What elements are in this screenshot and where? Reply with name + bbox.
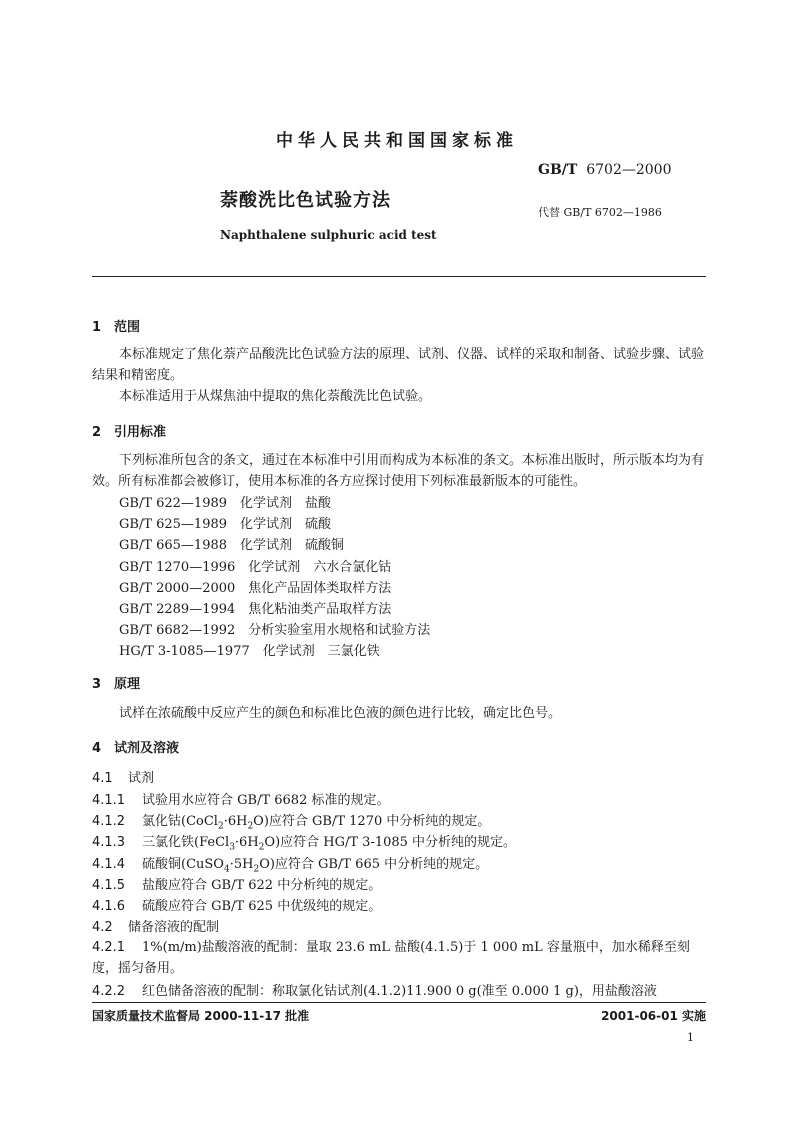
clause-number: 4.1.5 bbox=[92, 878, 126, 893]
clause-number: 4.1.2 bbox=[92, 814, 126, 829]
clause-text bbox=[142, 857, 489, 875]
clause-number: 4.1.1 bbox=[92, 793, 126, 808]
formula-subscript: 2 bbox=[253, 864, 260, 875]
replaces-note: 代替 GB/T 6702—1986 bbox=[538, 206, 662, 219]
document-title-cn: 萘酸洗比色试验方法 bbox=[220, 190, 391, 211]
formula-part: ·5H bbox=[229, 857, 254, 872]
clause-number: 4.2.2 bbox=[92, 984, 126, 999]
standard-number bbox=[538, 162, 672, 178]
formula-subscript: 3 bbox=[229, 842, 235, 853]
clause-item bbox=[92, 895, 381, 914]
clause-text: 试剂 bbox=[128, 771, 155, 786]
clause-number: 4.1.4 bbox=[92, 857, 126, 872]
section-heading-reagents: 4 试剂及溶液 bbox=[92, 741, 180, 756]
paragraph bbox=[92, 450, 706, 492]
page-number: 1 bbox=[687, 1031, 694, 1044]
clause-item bbox=[92, 916, 219, 935]
footer-divider bbox=[92, 1002, 706, 1003]
clause-text bbox=[142, 835, 517, 853]
clause-item bbox=[92, 874, 381, 893]
clause-item bbox=[92, 831, 516, 853]
clause-number: 4.1.3 bbox=[92, 835, 126, 850]
clause-number: 4.2.1 bbox=[92, 940, 126, 955]
reference-item: GB/T 622—1989 化学试剂 盐酸 bbox=[119, 496, 332, 511]
clause-number: 4.1.6 bbox=[92, 899, 126, 914]
formula-subscript: 2 bbox=[247, 821, 254, 832]
section-heading-scope: 1 范围 bbox=[92, 320, 141, 335]
formula-part: O)应符合 GB/T 1270 中分析纯的规定。 bbox=[253, 814, 491, 829]
standard-number-value: 6702—2000 bbox=[586, 162, 672, 178]
footer-issuer: 国家质量技术监督局 2000-11-17 批准 bbox=[92, 1009, 310, 1023]
formula-subscript: 2 bbox=[217, 821, 224, 832]
reference-item: HG/T 3-1085—1977 化学试剂 三氯化铁 bbox=[119, 644, 380, 659]
formula-part: O)应符合 HG/T 3-1085 中分析纯的规定。 bbox=[264, 835, 517, 850]
header-divider bbox=[92, 276, 706, 277]
formula-subscript: 4 bbox=[223, 864, 230, 875]
formula-part: ·6H bbox=[223, 814, 248, 829]
paragraph bbox=[92, 703, 706, 724]
document-title-en: Naphthalene sulphuric acid test bbox=[220, 228, 437, 242]
formula-part: 硫酸铜(CuSO bbox=[142, 857, 224, 872]
reference-item: GB/T 625—1989 化学试剂 硫酸 bbox=[119, 517, 332, 532]
national-standard-heading: 中华人民共和国国家标准 bbox=[276, 131, 518, 151]
clause-number: 4.2 bbox=[92, 920, 113, 935]
footer-effective-date: 2001-06-01 实施 bbox=[601, 1009, 706, 1023]
formula-part: 氯化钴(CoCl bbox=[142, 814, 218, 829]
formula-part: O)应符合 GB/T 665 中分析纯的规定。 bbox=[259, 857, 489, 872]
clause-text: 1%(m/m)盐酸溶液的配制：量取 23.6 mL 盐酸(4.1.5)于 1 000 mL 容量瓶中，加水稀释至刻度，摇匀备用。 bbox=[92, 940, 690, 976]
clause-text: 盐酸应符合 GB/T 622 中分析纯的规定。 bbox=[142, 878, 382, 893]
paragraph bbox=[92, 344, 706, 386]
section-heading-principle: 3 原理 bbox=[92, 677, 141, 692]
reference-item: GB/T 2000—2000 焦化产品固体类取样方法 bbox=[119, 581, 392, 596]
clause-number: 4.1 bbox=[92, 771, 113, 786]
paragraph bbox=[92, 386, 706, 407]
clause-item bbox=[92, 853, 488, 875]
paragraph-text: 下列标准所包含的条文，通过在本标准中引用而构成为本标准的条文。本标准出版时，所示版本均为有效。所有标准都会被修订，使用本标准的各方应探讨使用下列标准最新版本的可能性。 bbox=[92, 453, 705, 489]
clause-text: 储备溶液的配制 bbox=[128, 920, 220, 935]
reference-item: GB/T 665—1988 化学试剂 硫酸铜 bbox=[119, 538, 345, 553]
clause-text: 试验用水应符合 GB/T 6682 标准的规定。 bbox=[142, 793, 390, 808]
clause-item bbox=[92, 980, 657, 999]
standard-prefix: GB/T bbox=[538, 162, 578, 178]
formula-part: 三氯化铁(FeCl bbox=[142, 835, 230, 850]
clause-item bbox=[92, 789, 389, 808]
paragraph-text: 本标准规定了焦化萘产品酸洗比色试验方法的原理、试剂、仪器、试样的采取和制备、试验步骤、试验结果和精密度。 bbox=[92, 347, 705, 383]
clause-text: 硫酸应符合 GB/T 625 中优级纯的规定。 bbox=[142, 899, 382, 914]
clause-item bbox=[92, 937, 706, 979]
reference-item: GB/T 6682—1992 分析实验室用水规格和试验方法 bbox=[119, 623, 431, 638]
paragraph-text: 本标准适用于从煤焦油中提取的焦化萘酸洗比色试验。 bbox=[119, 389, 432, 404]
reference-item: GB/T 1270—1996 化学试剂 六水合氯化钴 bbox=[119, 560, 392, 575]
clause-item bbox=[92, 767, 154, 786]
formula-part: ·6H bbox=[234, 835, 259, 850]
clause-text bbox=[142, 814, 491, 832]
clause-text: 红色储备溶液的配制：称取氯化钴试剂(4.1.2)11.900 0 g(准至 0.000 1 g)，用盐酸溶液 bbox=[142, 984, 657, 999]
paragraph-text: 试样在浓硫酸中反应产生的颜色和标准比色液的颜色进行比较，确定比色号。 bbox=[119, 706, 562, 721]
reference-item: GB/T 2289—1994 焦化粘油类产品取样方法 bbox=[119, 602, 392, 617]
section-heading-references: 2 引用标准 bbox=[92, 425, 167, 440]
clause-item bbox=[92, 810, 490, 832]
formula-subscript: 2 bbox=[258, 842, 265, 853]
